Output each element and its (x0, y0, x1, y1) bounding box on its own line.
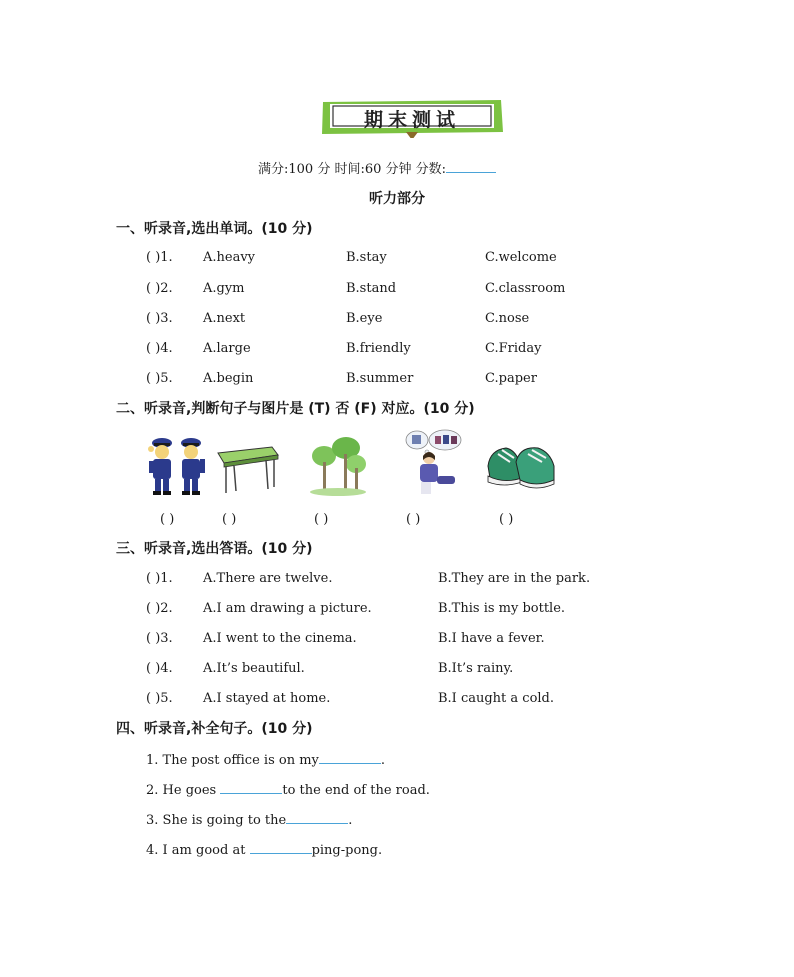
s1-option-c: C.Friday (485, 341, 542, 356)
answer-blank[interactable] (220, 781, 282, 794)
s4-text-post: . (348, 813, 353, 828)
section4-heading: 四、听录音,补全句子。(10 分) (116, 721, 313, 737)
s1-option-c: C.classroom (485, 281, 566, 296)
s1-num: ( )4. (146, 341, 173, 356)
s1-option-a: A.large (203, 341, 251, 356)
s1-option-a: A.begin (203, 371, 254, 386)
s4-text-pre: 1. The post office is on my (146, 753, 319, 768)
s2-bracket-3: ( ) (314, 512, 329, 527)
s3-option-b: B.It’s rainy. (438, 661, 514, 676)
police-officers-icon (146, 435, 208, 497)
s3-num: ( )3. (146, 631, 173, 646)
exam-meta (258, 158, 496, 177)
s3-option-a: A.There are twelve. (203, 571, 333, 586)
answer-blank[interactable] (319, 751, 381, 764)
s3-num: ( )5. (146, 691, 173, 706)
s1-option-b: B.stay (346, 250, 387, 265)
desk-icon (214, 443, 280, 495)
thinking-girl-icon (403, 428, 465, 496)
s1-option-a: A.next (203, 311, 246, 326)
s1-option-a: A.gym (203, 281, 245, 296)
answer-blank[interactable] (286, 811, 348, 824)
s4-sentence (146, 751, 385, 768)
s4-text-post: ping-pong. (311, 843, 383, 858)
s1-option-c: C.nose (485, 311, 530, 326)
s1-num: ( )3. (146, 311, 173, 326)
s4-sentence (146, 781, 430, 798)
s4-text-post: to the end of the road. (282, 783, 430, 798)
s2-bracket-2: ( ) (222, 512, 237, 527)
s1-num: ( )5. (146, 371, 173, 386)
s1-option-b: B.summer (346, 371, 414, 386)
s3-num: ( )4. (146, 661, 173, 676)
s1-option-c: C.welcome (485, 250, 557, 265)
s3-option-a: A.It’s beautiful. (203, 661, 305, 676)
score-blank[interactable] (446, 160, 496, 173)
s1-option-b: B.stand (346, 281, 397, 296)
s4-sentence (146, 811, 352, 828)
s1-option-b: B.friendly (346, 341, 411, 356)
s4-text-post: . (380, 753, 386, 768)
s1-option-a: A.heavy (203, 250, 256, 265)
s3-option-b: B.I caught a cold. (438, 691, 555, 706)
s4-text-pre: 2. He goes (146, 783, 221, 798)
title-banner (320, 98, 504, 134)
s1-num: ( )1. (146, 250, 173, 265)
sneakers-icon (484, 436, 558, 496)
s2-bracket-5: ( ) (499, 512, 514, 527)
s2-bracket-1: ( ) (160, 512, 175, 527)
s4-sentence (146, 841, 382, 858)
section2-heading: 二、听录音,判断句子与图片是 (T) 否 (F) 对应。(10 分) (116, 401, 475, 417)
s3-option-a: A.I am drawing a picture. (203, 601, 372, 616)
s1-num: ( )2. (146, 281, 173, 296)
section1-heading: 一、听录音,选出单词。(10 分) (116, 221, 313, 237)
s3-option-a: A.I went to the cinema. (203, 631, 357, 646)
s2-bracket-4: ( ) (406, 512, 421, 527)
s3-option-b: B.I have a fever. (438, 631, 545, 646)
s3-option-a: A.I stayed at home. (203, 691, 331, 706)
trees-icon (306, 434, 368, 498)
s3-option-b: B.They are in the park. (438, 571, 591, 586)
s3-num: ( )1. (146, 571, 173, 586)
page-title: 期末测试 (363, 109, 460, 131)
s3-option-b: B.This is my bottle. (438, 601, 566, 616)
s4-text-pre: 4. I am good at (146, 843, 250, 858)
s1-option-b: B.eye (346, 311, 383, 326)
meta-text: 满分:100 分 时间:60 分钟 分数: (258, 162, 447, 177)
listening-part-heading: 听力部分 (369, 191, 425, 207)
answer-blank[interactable] (250, 841, 312, 854)
s3-num: ( )2. (146, 601, 173, 616)
s4-text-pre: 3. She is going to the (146, 813, 287, 828)
section3-heading: 三、听录音,选出答语。(10 分) (116, 541, 313, 557)
s1-option-c: C.paper (485, 371, 537, 386)
